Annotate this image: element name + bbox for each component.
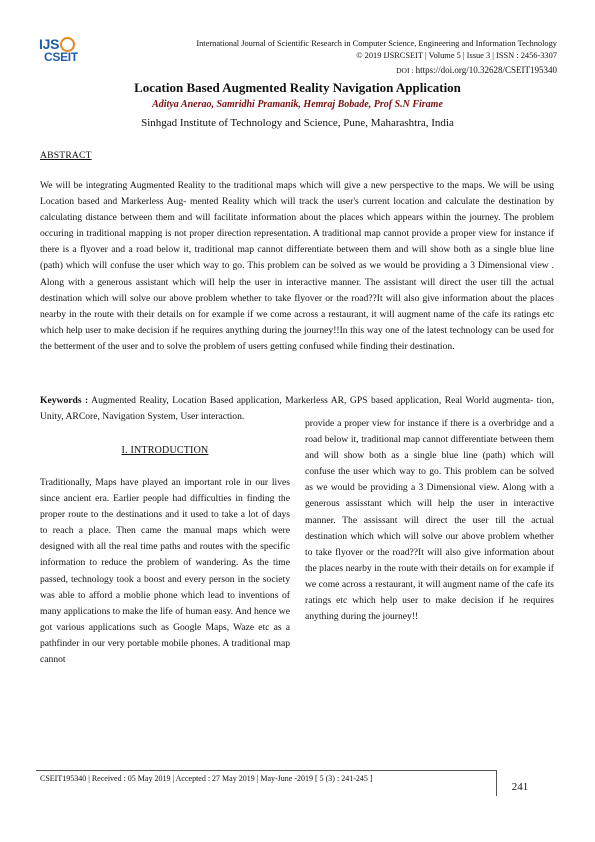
abstract-heading: ABSTRACT <box>40 150 92 161</box>
journal-issue: © 2019 IJSRCSEIT | Volume 5 | Issue 3 | ISSN : 2456-3307 <box>356 51 557 60</box>
introduction-left-column: Traditionally, Maps have played an important role in our lives since ancient era. Earlier people had difficulties in finding the proper route to the destinations and it used to take a lot of days to reach a place. Then came the manual maps which were designed with all the real time paths and routes with the specific information to reduce the problem of wandering. As the time passed, technology took a boost and every person in the society was able to afford a moblie phone which lead to inventions of many applications to make the life of human easy. And hence we got various applications such as Google Maps, Waze etc as a pathfinder in our very portable mobile phones. A traditional map cannot <box>40 477 290 666</box>
logo-text-bottom: CSEIT <box>44 50 78 64</box>
footer-divider <box>36 770 496 771</box>
introduction-right-column: provide a proper view for instance if there is a overbridge and a road below it, traditional map cannot differentiate between them and will show both as a single blue line (path) which will confuse the user which way to go. This problem can be solved as we would be providing a 3 Dimensional view. Along with a generous assisstant which will help the user in interactive manner. The assissant will direct the user till the actual destination which which will solve our above problem whether to take flyover or the road??It will also give information about the places nearby in the route with their details on for example if we come across a restaurant, it will augment name of the cafe its ratings etc which help user to make decision if he requires anything during the journey!! <box>305 418 554 623</box>
introduction-heading: I. INTRODUCTION <box>121 445 209 456</box>
doi-link[interactable]: https://doi.org/10.32628/CSEIT195340 <box>415 65 557 75</box>
abstract-text: We will be integrating Augmented Reality to the traditional maps which will give a new perspective to the maps. We will be using Location based and Markerless Aug- mented Reality which will track the user's current location and calculate the destination by calculating distance between them and will facilitate information about the places which appears within the journey. The problem occuring in traditional mapping is not proper direction representation. A traditional map cannot provide a proper view for instance if there is a flyover and a road below it, traditional map cannot differentiate between them and will show both as a single blue line (path) which will confuse the user which way to go. This problem can be solved as we would be providing a 3 Dimensional view . Along with a generous assistant which will help the user in interactive manner. The assistant will direct the user till the actual destination which will solve our above problem whether to take flyover or the road??It will also give information about the places nearby in the route with their details on for example if we come across a restaurant, it will augment name of the cafe its ratings etc which help user to make decision if he requires anything during the journey!!In this way one of the latest technology can be used for the betterment of the user and to solve the problem of users getting confused while finding their destination. <box>40 180 554 352</box>
keywords-text: Augmented Reality, Location Based application, Markerless AR, GPS based application, Real World augmenta- tion, Unity, ARCore, Navigation System, User interaction. <box>40 395 554 422</box>
logo-text-top: IJS <box>39 36 60 52</box>
keywords-label: Keywords : <box>40 395 89 406</box>
footer-citation: CSEIT195340 | Received : 05 May 2019 | Accepted : 27 May 2019 | May-June -2019 [ 5 (3) : 241-245 ] <box>40 774 373 783</box>
page-number: 241 <box>511 781 529 793</box>
journal-name: International Journal of Scientific Research in Computer Science, Engineering and Information Technology <box>196 39 557 48</box>
paper-affiliation: Sinhgad Institute of Technology and Science, Pune, Maharashtra, India <box>141 117 454 129</box>
paper-authors: Aditya Anerao, Samridhi Pramanik, Hemraj Bobade, Prof S.N Firame <box>152 99 443 110</box>
doi-line <box>396 64 557 77</box>
doi-label: DOI : <box>396 66 414 75</box>
paper-title: Location Based Augmented Reality Navigation Application <box>134 80 461 95</box>
journal-logo <box>36 32 84 68</box>
